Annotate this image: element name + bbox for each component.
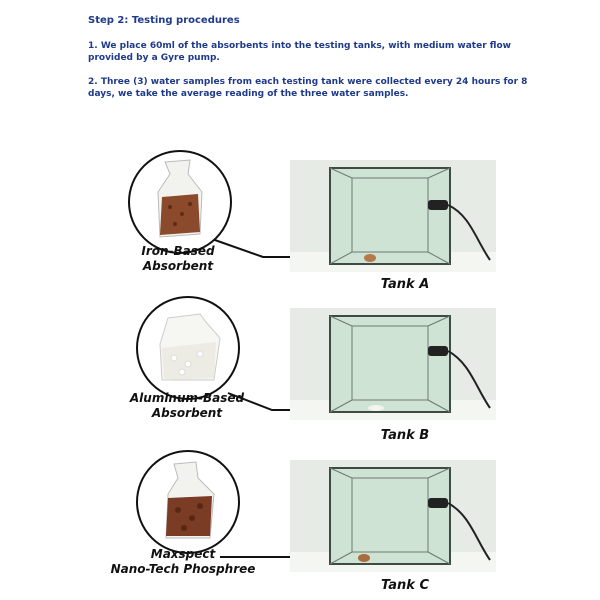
tank-label-c: Tank C (380, 578, 430, 593)
absorbent-caption-b (112, 391, 262, 421)
aquarium-tank-icon (290, 460, 496, 572)
instructions-block (88, 14, 528, 112)
paragraph-2: 2. Three (3) water samples from each testing tank were collected every 24 hours for 8 days, we take the average reading of the three water samples. (88, 77, 528, 99)
tank-photo-c (290, 460, 496, 572)
paragraph-1: 1. We place 60ml of the absorbents into the testing tanks, with medium water flow provided by a Gyre pump. (88, 41, 511, 63)
absorbent-bag-circle-c (136, 450, 240, 554)
gyre-pump-icon (428, 498, 448, 508)
media-bag-icon (130, 152, 230, 252)
absorbent-name-line-2: Absorbent (142, 259, 214, 273)
gyre-pump-icon (428, 346, 448, 356)
tank-label-b: Tank B (380, 428, 430, 443)
tank-photo-b (290, 308, 496, 420)
media-bag-icon (138, 298, 238, 398)
aquarium-tank-icon (290, 160, 496, 272)
absorbent-bag-circle-a (128, 150, 232, 254)
absorbent-caption-c (98, 547, 268, 577)
absorbent-caption-a (118, 244, 238, 274)
step-heading: Step 2: Testing procedures (88, 15, 240, 26)
media-bag-icon (138, 452, 238, 552)
absorbent-name-line-1: Iron-Based (141, 244, 215, 258)
tank-label-a: Tank A (380, 277, 430, 292)
absorbent-bag-circle-b (136, 296, 240, 400)
tank-photo-a (290, 160, 496, 272)
absorbent-name-line-2: Absorbent (151, 406, 223, 420)
aquarium-tank-icon (290, 308, 496, 420)
absorbent-name-line-1: Aluminum-Based (129, 391, 245, 405)
absorbent-name-line-2: Nano-Tech Phosphree (110, 562, 256, 576)
gyre-pump-icon (428, 200, 448, 210)
absorbent-name-line-1: Maxspect (150, 547, 216, 561)
